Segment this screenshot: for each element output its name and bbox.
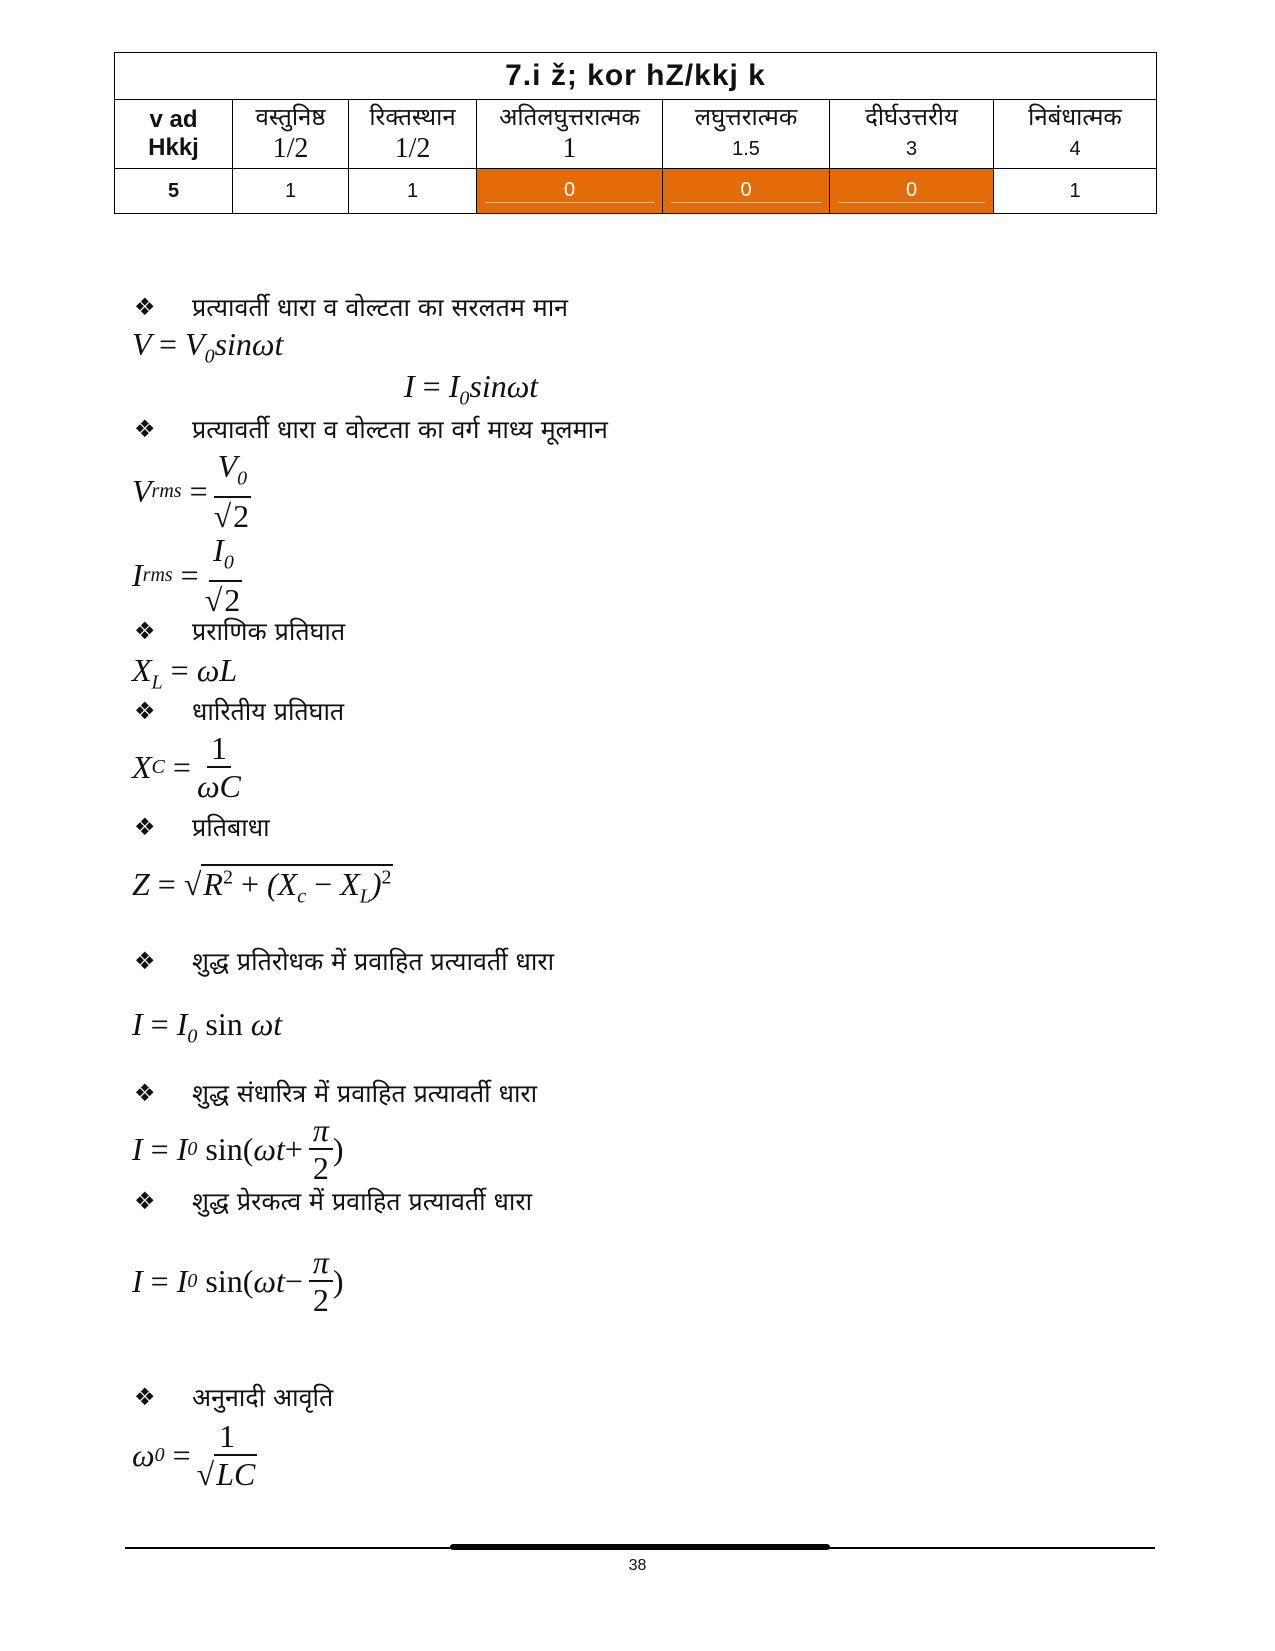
section-pure-inductor: ❖ शुद्ध प्रेरकत्व में प्रवाहित प्रत्यावर्ती धारा: [134, 1187, 533, 1216]
formula-resistor-current: $I = I_0$ sin ωt: [132, 1006, 283, 1048]
count-fill-blank: 1: [349, 169, 477, 214]
table-title: 7.i ž; kor hZ/kkj k: [115, 53, 1157, 100]
header-fill-blank: रिक्तस्थान 1/2: [349, 100, 477, 169]
bullet-icon: ❖: [134, 1187, 156, 1215]
formula-xl: $X_L = \omega L$: [132, 652, 238, 694]
formula-resonance: ω 0 = $\frac{1}{√LC}$: [132, 1418, 256, 1492]
footer-divider-accent: [450, 1544, 830, 1550]
bullet-icon: ❖: [134, 617, 156, 645]
header-short: लघुत्तरात्मक 1.5: [663, 100, 830, 169]
bullet-icon: ❖: [134, 947, 156, 975]
count-short: 0: [663, 169, 830, 214]
weightage-header: v ad Hkkj: [115, 100, 233, 169]
page-number: 38: [628, 1557, 647, 1574]
header-long: दीर्घउत्तरीय 3: [830, 100, 994, 169]
formula-current: $I = I_0\sin\omega t$: [404, 368, 539, 410]
bullet-icon: ❖: [134, 1079, 156, 1107]
section-simple-values: ❖ प्रत्यावर्ती धारा व वोल्टता का सरलतम मान: [134, 293, 569, 322]
section-impedance: ❖ प्रतिबाधा: [134, 813, 270, 842]
header-very-short: अतिलघुत्तरात्मक 1: [477, 100, 663, 169]
bullet-icon: ❖: [134, 697, 156, 725]
count-very-short: 0: [477, 169, 663, 214]
bullet-icon: ❖: [134, 1383, 156, 1411]
section-pure-resistor: ❖ शुद्ध प्रतिरोधक में प्रवाहित प्रत्यावर्ती धारा: [134, 947, 555, 976]
count-essay: 1: [994, 169, 1157, 214]
formula-impedance: $Z = √R^2 + (X_c - X_L)^2$: [132, 866, 392, 908]
marks-table: [114, 52, 1157, 214]
header-essay: निबंधात्मक 4: [994, 100, 1157, 169]
section-resonant-frequency: ❖ अनुनादी आवृति: [134, 1383, 334, 1412]
count-objective: 1: [233, 169, 349, 214]
section-pure-capacitor: ❖ शुद्ध संधारित्र में प्रवाहित प्रत्यावर्ती धारा: [134, 1079, 538, 1108]
bullet-icon: ❖: [134, 813, 156, 841]
formula-capacitor-current: I = I 0 sin( ωt + $\frac{\pi}{2}$ ): [132, 1112, 344, 1186]
formula-inductor-current: I = I 0 sin( ωt − $\frac{\pi}{2}$ ): [132, 1244, 344, 1318]
count-long: 0: [830, 169, 994, 214]
formula-xc: X C = $\frac{1}{\omega C}$: [132, 730, 241, 804]
formula-vrms: V rms = $\frac{V_0}{√2}$: [132, 448, 250, 535]
bullet-icon: ❖: [134, 415, 156, 443]
section-inductive-reactance: ❖ प्रराणिक प्रतिघात: [134, 617, 346, 646]
total-marks: 5: [115, 169, 233, 214]
section-rms: ❖ प्रत्यावर्ती धारा व वोल्टता का वर्ग माध्य मूलमान: [134, 415, 608, 444]
bullet-icon: ❖: [134, 293, 156, 321]
section-capacitive-reactance: ❖ धारितीय प्रतिघात: [134, 697, 345, 726]
formula-irms: I rms = $\frac{I_0}{√2}$: [132, 532, 241, 619]
header-objective: वस्तुनिष्ठ 1/2: [233, 100, 349, 169]
formula-voltage: $V = V_0\sin\omega t$: [132, 326, 284, 368]
